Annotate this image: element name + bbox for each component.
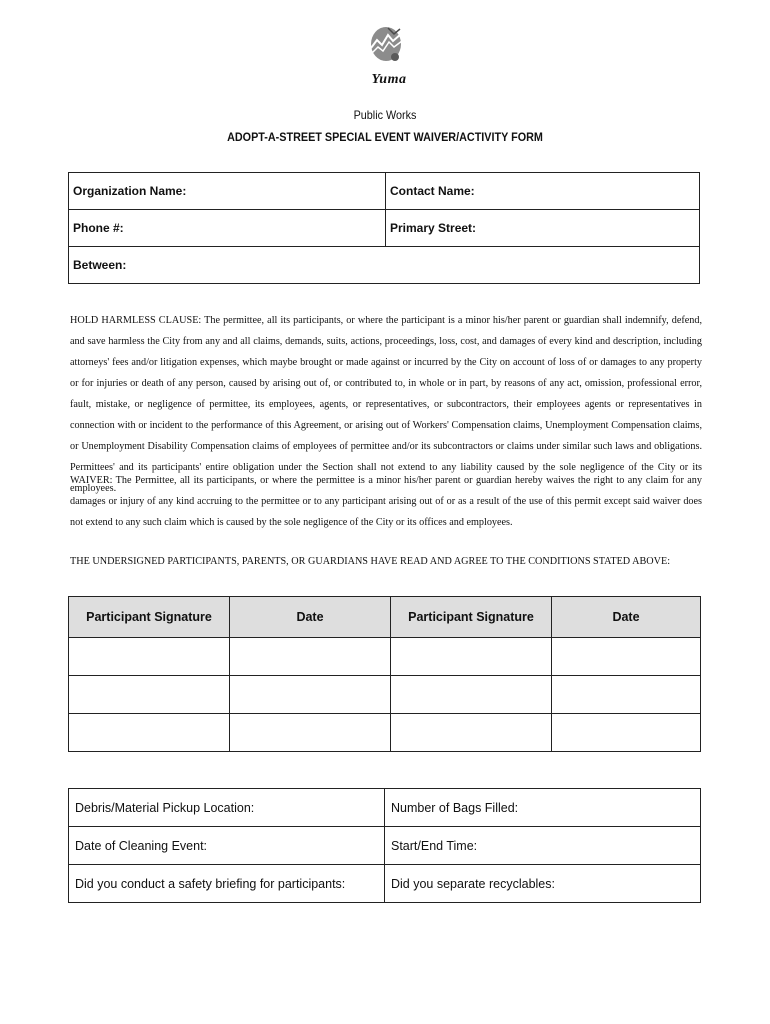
signature-cell[interactable] [391, 714, 552, 752]
waiver-clause: WAIVER: The Permittee, all its participants, or where the permittee is a minor his/her parent or guardian hereby waives the right to any claim for any damages or injury of any kind accruing to the permittee or to any participant arising out of or as a result of the use of this permit except said waiver does not extend to any such claim which is caused by the sole negligence of the City or its offices and employees. [70, 475, 702, 528]
signature-cell[interactable] [391, 676, 552, 714]
form-title: ADOPT-A-STREET SPECIAL EVENT WAIVER/ACTIVITY FORM [227, 130, 543, 144]
date-cell[interactable] [230, 676, 391, 714]
debris-location-field[interactable]: Debris/Material Pickup Location: [69, 789, 385, 827]
event-date-field[interactable]: Date of Cleaning Event: [69, 827, 385, 865]
recyclables-field[interactable]: Did you separate recyclables: [385, 865, 701, 903]
bags-filled-field[interactable]: Number of Bags Filled: [385, 789, 701, 827]
agreement-statement: THE UNDERSIGNED PARTICIPANTS, PARENTS, OR GUARDIANS HAVE READ AND AGREE TO THE CONDITIONS STATED ABOVE: [70, 556, 671, 567]
department-name: Public Works [353, 108, 417, 122]
header-date: Date [552, 597, 701, 638]
signature-cell[interactable] [391, 638, 552, 676]
date-cell[interactable] [552, 714, 701, 752]
phone-field[interactable]: Phone #: [69, 210, 386, 247]
organization-info-table [68, 172, 700, 284]
event-details-table [68, 788, 701, 903]
hold-harmless-clause: HOLD HARMLESS CLAUSE: The permittee, all its participants, or where the participant is a minor his/her parent or guardian shall indemnify, defend, and save harmless the City from any and all claims, demands, suits, actions, proceedings, loss, cost, and damages of every kind and description, including attorneys' fees and/or litigation expenses, which maybe brought or made against or incurred by the City on account of loss of or damages to any property or for injuries or death of any person, caused by arising out of, or contributed to, in whole or in part, by reasons of any act, omission, professional error, fault, mistake, or negligence of permittee, its employees, agents, or representatives, or subcontractors, their employees agents or representatives in connection with or incident to the performance of this Agreement, or arising out of Workers' Compensation claims, Unemployment Compensation claims, or Unemployment Disability Compensation claims of employees of permittee and/or its subcontractors or claims under similar such laws and obligations. Permittees' and its participants' entire obligation under the Section shall not extend to any liability caused by the sole negligence of the City or its employees. [70, 315, 702, 494]
signature-cell[interactable] [69, 714, 230, 752]
signature-table [68, 596, 701, 752]
header-date: Date [230, 597, 391, 638]
table-row [69, 676, 701, 714]
header-participant-signature: Participant Signature [69, 597, 230, 638]
date-cell[interactable] [230, 714, 391, 752]
date-cell[interactable] [552, 676, 701, 714]
safety-briefing-field[interactable]: Did you conduct a safety briefing for participants: [69, 865, 385, 903]
signature-cell[interactable] [69, 676, 230, 714]
date-cell[interactable] [230, 638, 391, 676]
logo-text: Yuma [371, 72, 407, 87]
table-row [69, 638, 701, 676]
table-row [69, 714, 701, 752]
date-cell[interactable] [552, 638, 701, 676]
between-field[interactable]: Between: [69, 247, 700, 284]
header-participant-signature: Participant Signature [391, 597, 552, 638]
start-end-time-field[interactable]: Start/End Time: [385, 827, 701, 865]
signature-cell[interactable] [69, 638, 230, 676]
contact-name-field[interactable]: Contact Name: [386, 173, 700, 210]
primary-street-field[interactable]: Primary Street: [386, 210, 700, 247]
organization-name-field[interactable]: Organization Name: [69, 173, 386, 210]
